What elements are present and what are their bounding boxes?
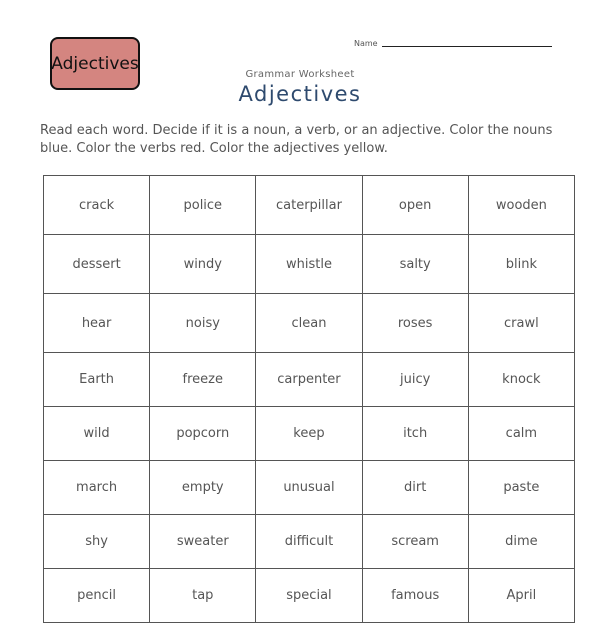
word-cell[interactable]: sweater <box>150 515 256 569</box>
word-row <box>44 235 575 294</box>
word-cell[interactable]: famous <box>362 569 468 623</box>
word-cell[interactable]: windy <box>150 235 256 294</box>
worksheet-subtitle: Grammar Worksheet <box>245 69 355 80</box>
word-row <box>44 461 575 515</box>
name-field[interactable] <box>354 39 552 48</box>
word-row <box>44 176 575 235</box>
word-cell[interactable]: noisy <box>150 294 256 353</box>
word-grid <box>43 175 575 623</box>
word-cell[interactable]: difficult <box>256 515 362 569</box>
word-cell[interactable]: April <box>468 569 574 623</box>
word-cell[interactable]: Earth <box>44 353 150 407</box>
word-cell[interactable]: whistle <box>256 235 362 294</box>
word-cell[interactable]: march <box>44 461 150 515</box>
instructions-text: Read each word. Decide if it is a noun, a verb, or an adjective. Color the nouns blue. Color the verbs red. Color the adjectives yellow. <box>40 123 553 156</box>
word-cell[interactable]: popcorn <box>150 407 256 461</box>
word-row <box>44 353 575 407</box>
word-cell[interactable]: special <box>256 569 362 623</box>
word-cell[interactable]: caterpillar <box>256 176 362 235</box>
word-cell[interactable]: open <box>362 176 468 235</box>
word-cell[interactable]: clean <box>256 294 362 353</box>
word-cell[interactable]: empty <box>150 461 256 515</box>
word-cell[interactable]: hear <box>44 294 150 353</box>
word-cell[interactable]: crack <box>44 176 150 235</box>
word-row <box>44 407 575 461</box>
name-field-line[interactable] <box>382 46 552 47</box>
word-cell[interactable]: crawl <box>468 294 574 353</box>
word-cell[interactable]: wooden <box>468 176 574 235</box>
word-cell[interactable]: carpenter <box>256 353 362 407</box>
name-field-label: Name <box>354 39 378 48</box>
word-cell[interactable]: dessert <box>44 235 150 294</box>
word-cell[interactable]: calm <box>468 407 574 461</box>
word-cell[interactable]: dirt <box>362 461 468 515</box>
word-cell[interactable]: knock <box>468 353 574 407</box>
worksheet-title: Adjectives <box>238 82 362 106</box>
word-cell[interactable]: police <box>150 176 256 235</box>
word-cell[interactable]: itch <box>362 407 468 461</box>
word-cell[interactable]: juicy <box>362 353 468 407</box>
word-row <box>44 294 575 353</box>
word-cell[interactable]: wild <box>44 407 150 461</box>
word-cell[interactable]: pencil <box>44 569 150 623</box>
word-cell[interactable]: salty <box>362 235 468 294</box>
word-cell[interactable]: scream <box>362 515 468 569</box>
word-row <box>44 569 575 623</box>
word-cell[interactable]: paste <box>468 461 574 515</box>
word-cell[interactable]: freeze <box>150 353 256 407</box>
word-row <box>44 515 575 569</box>
word-cell[interactable]: dime <box>468 515 574 569</box>
word-cell[interactable]: tap <box>150 569 256 623</box>
word-cell[interactable]: blink <box>468 235 574 294</box>
word-cell[interactable]: unusual <box>256 461 362 515</box>
word-cell[interactable]: shy <box>44 515 150 569</box>
word-cell[interactable]: roses <box>362 294 468 353</box>
word-cell[interactable]: keep <box>256 407 362 461</box>
topic-badge-label: Adjectives <box>51 53 139 74</box>
